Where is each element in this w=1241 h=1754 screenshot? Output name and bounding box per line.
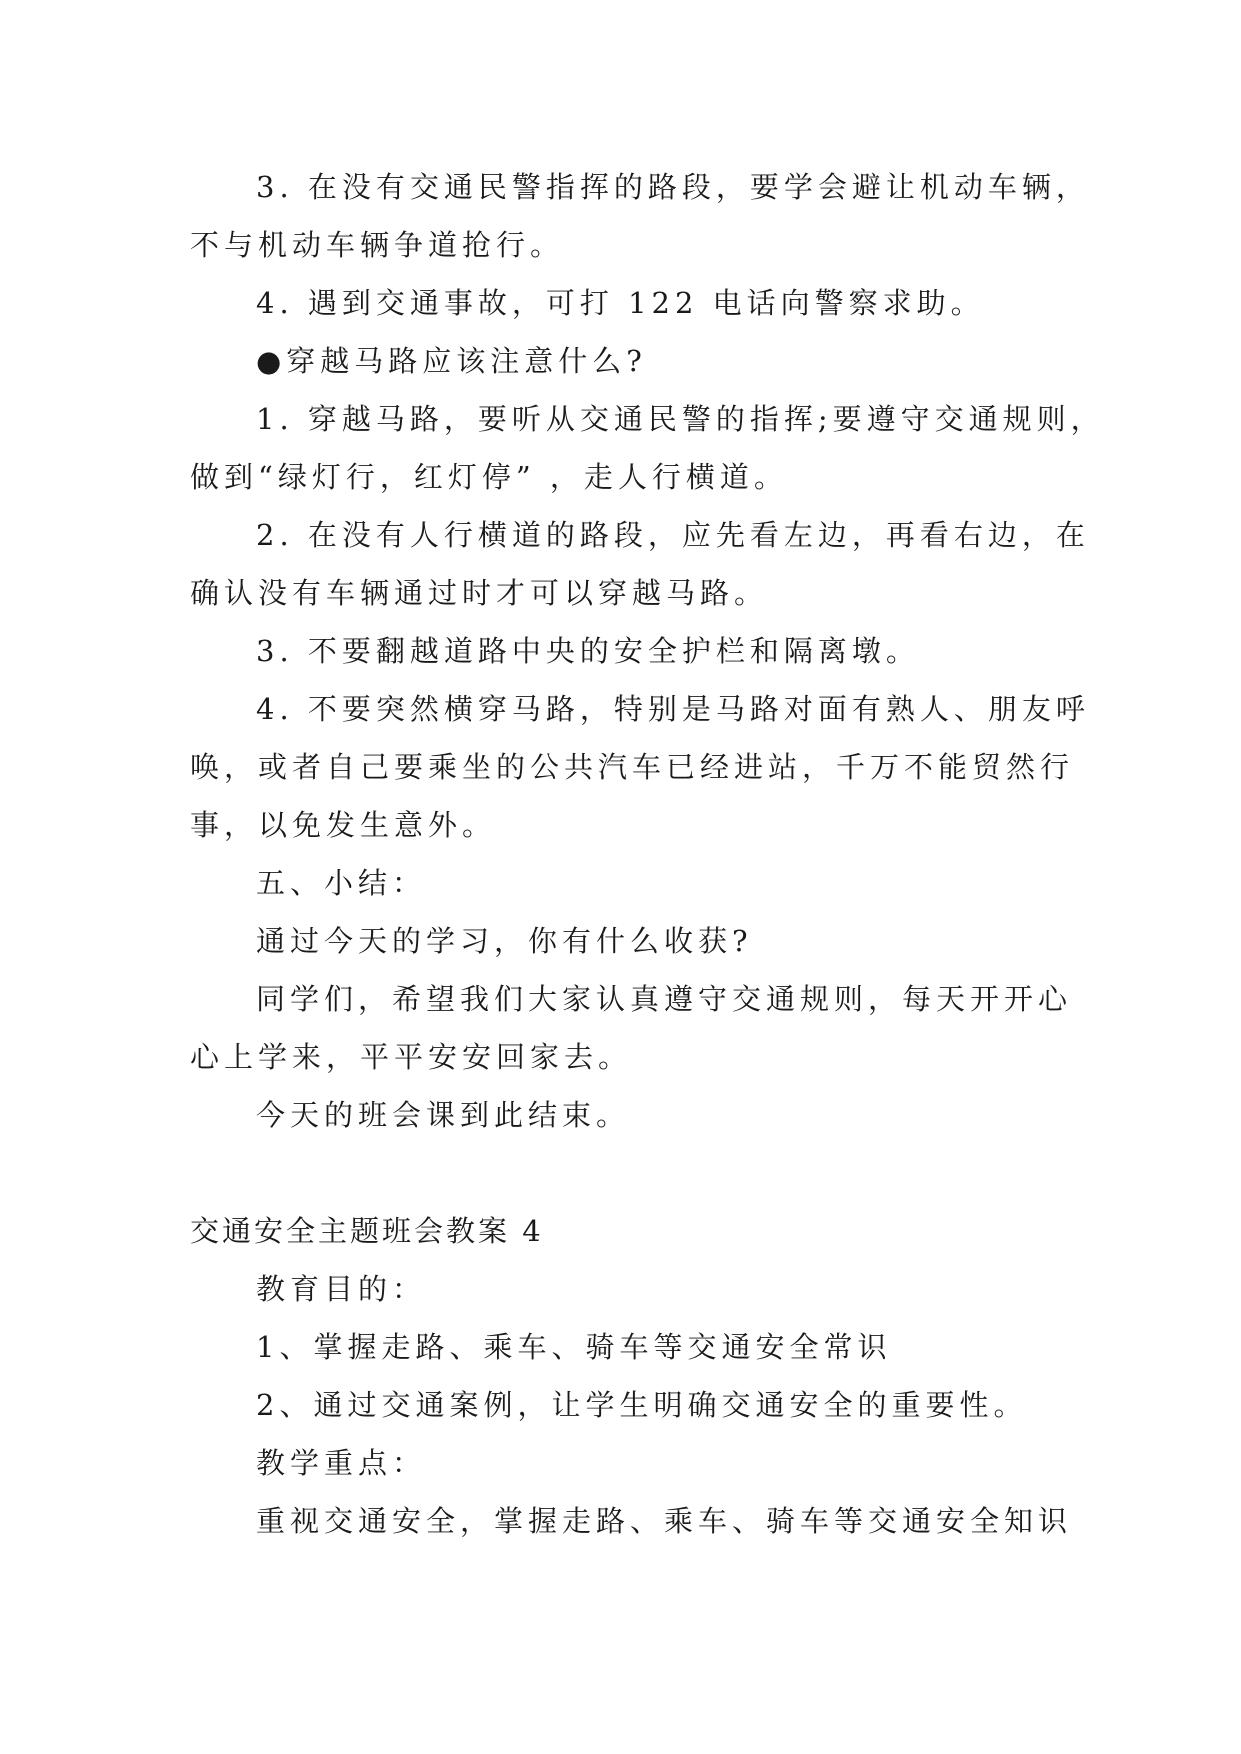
paragraph-line: 今天的班会课到此结束。 (256, 1098, 631, 1132)
section-heading: 五、小结： (256, 866, 427, 900)
section-heading: 教学重点： (256, 1446, 427, 1480)
paragraph-line: 心上学来，平平安安回家去。 (190, 1040, 633, 1074)
paragraph-line: 做到“绿灯行，红灯停” ，走人行横道。 (190, 460, 788, 494)
list-item: 2、通过交通案例，让学生明确交通安全的重要性。 (256, 1388, 1028, 1422)
paragraph-line: 重视交通安全，掌握走路、乘车、骑车等交通安全知识 (256, 1504, 1073, 1538)
paragraph-line: 4. 不要突然横穿马路，特别是马路对面有熟人、朋友呼 (256, 692, 1090, 726)
paragraph-line: 不与机动车辆争道抢行。 (190, 228, 565, 262)
list-item: 1、掌握走路、乘车、骑车等交通安全常识 (256, 1330, 892, 1364)
paragraph-line: 事，以免发生意外。 (190, 808, 497, 842)
section-heading: 教育目的： (256, 1272, 427, 1306)
paragraph-line: 1. 穿越马路，要听从交通民警的指挥;要遵守交通规则， (256, 402, 1105, 436)
paragraph-line: 通过今天的学习，你有什么收获? (256, 924, 753, 958)
paragraph-line: 唤，或者自己要乘坐的公共汽车已经进站，千万不能贸然行 (190, 750, 1075, 784)
paragraph-line: 4. 遇到交通事故，可打 122 电话向警察求助。 (256, 286, 985, 320)
paragraph-line: 3. 不要翻越道路中央的安全护栏和隔离墩。 (256, 634, 920, 668)
section-heading: ●穿越马路应该注意什么? (256, 344, 647, 378)
paragraph-line: 3. 在没有交通民警指挥的路段，要学会避让机动车辆， (256, 170, 1090, 204)
paragraph-line: 同学们，希望我们大家认真遵守交通规则，每天开开心 (256, 982, 1073, 1016)
document-title: 交通安全主题班会教案 4 (190, 1214, 544, 1248)
paragraph-line: 2. 在没有人行横道的路段，应先看左边，再看右边，在 (256, 518, 1090, 552)
paragraph-line: 确认没有车辆通过时才可以穿越马路。 (190, 576, 769, 610)
